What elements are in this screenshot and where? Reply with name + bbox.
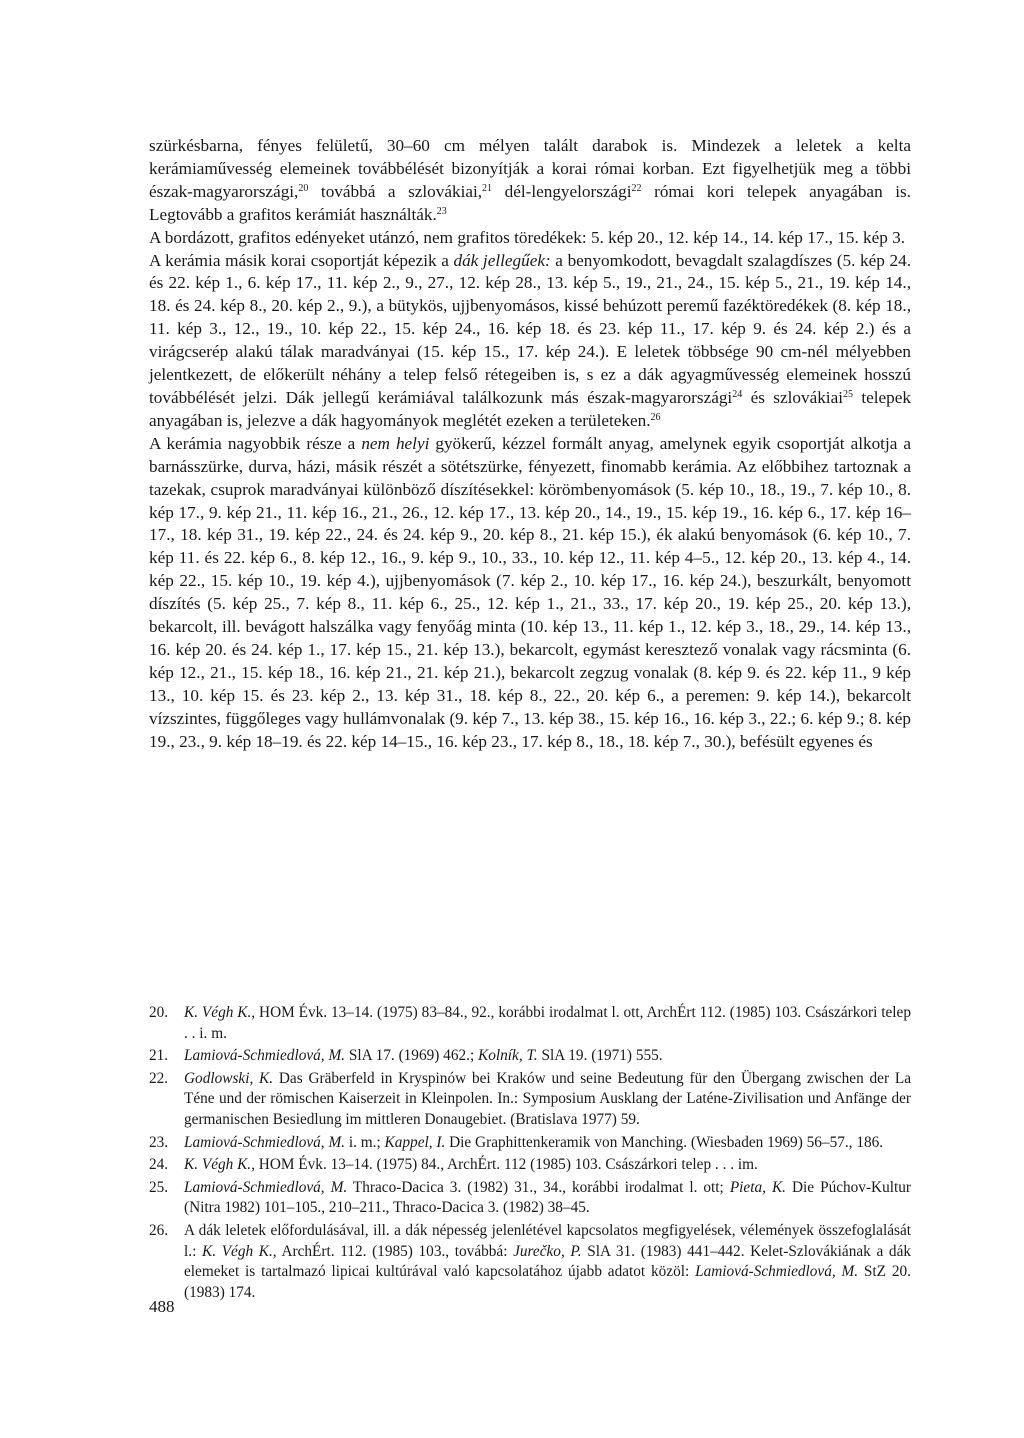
footnote-20 — [149, 1003, 911, 1044]
text-run: szürkésbarna, fényes felületű, 30–60 cm mélyen talált darabok is. Mindezek a leletek a kelta kerámiaművesség elemeinek továbbélését bizonyítják a korai római korban. Ezt figyelhetjük meg a többi észak-magyarországi, — [149, 136, 911, 201]
author: Lamiová-Schmiedlová, M. — [695, 1263, 859, 1281]
page-number: 488 — [149, 1297, 175, 1316]
text-run: Die Púchov-Kultur (Nitra 1982) 101–105., 210–211., Thraco-Dacica 3. (1982) 38–45. — [184, 1178, 911, 1217]
text-run: HOM Évk. 13–14. (1975) 84., ArchÉrt. 112 (1985) 103. Császárkori telep . . . im. — [254, 1156, 758, 1174]
author: Lamiová-Schmiedlová, M. — [184, 1133, 346, 1151]
text-run: továbbá a szlovákiai, — [308, 181, 483, 201]
text-run: Thraco-Dacica 3. (1982) 31., 34., korábbi irodalmat l. ott; — [347, 1178, 730, 1196]
author: K. Végh K., — [184, 1004, 256, 1021]
footnote-text — [184, 1133, 911, 1154]
text-run: és szlovákiai — [742, 387, 843, 407]
paragraph-3 — [149, 250, 911, 433]
footnote-text — [184, 1221, 911, 1303]
text-run: A dák leletek előfordulásával, ill. a dák népesség jelenlétével kapcsolatos megfigyelések, vélemények összefoglalását l.: — [184, 1221, 911, 1260]
footnote-ref-25[interactable]: 25 — [842, 388, 853, 400]
footnote-number: 21. — [149, 1047, 169, 1065]
footnote-number: 23. — [149, 1133, 169, 1151]
footnote-21 — [149, 1046, 911, 1067]
footnote-ref-21[interactable]: 21 — [482, 182, 493, 194]
text-run: Das Gräberfeld in Kryspinów bei Kraków und seine Bedeutung für den Übergang zwischen der La Téne und der römischen Kaiserzeit in Kleinpolen. In.: Symposium Ausklang der Laténe-Zivilisation und Anfänge der germanischen Besiedlung im mittleren Donaugebiet. (Bratislava 1977) 59. — [184, 1069, 911, 1128]
footnote-text — [184, 1178, 911, 1219]
document-page — [149, 135, 912, 1316]
body-text — [149, 135, 911, 753]
footnote-22 — [149, 1069, 911, 1131]
text-run: dél-lengyelországi — [492, 181, 632, 201]
text-run: a benyomkodott, bevagdalt szalagdíszes (5. kép 24. és 22. kép 1., 6. kép 17., 11. kép 2., 9., 27., 12. kép 28., 13. kép 5., 19., 21., 24., 15. kép 5., 21., 19. kép 14., 18. és 24. kép 8., 20. kép 2., 9.), a bütykös, ujjbenyomásos, kissé behúzott peremű fazéktöredékek (8. kép 18., 11. kép 3., 12., 19., 10. kép 22., 15. kép 24., 16. kép 18. és 23. kép 11., 17. kép 9. és 24. kép 2.) és a virágcserép alakú tálak maradványai (15. kép 15., 17. kép 24.). E leletek többsége 90 cm-nél mélyebben jelentkezett, de előkerült néhány a telep felső rétegeiben is, s ez a dák agyagművesség elemeinek hosszú továbbélését jelzi. Dák jellegű kerámiával találkozunk más észak-magyarországi — [149, 250, 911, 407]
footnote-ref-24[interactable]: 24 — [732, 388, 743, 400]
text-run: StZ 20. (1983) 174. — [184, 1263, 911, 1301]
paragraph-4 — [149, 433, 911, 754]
author: Lamiová-Schmiedlová, M. — [184, 1047, 346, 1065]
text-run: telepek anyagában is, jelezve a dák hagyományok meglétét ezeken a területeken. — [149, 387, 911, 430]
footnote-ref-26[interactable]: 26 — [650, 411, 661, 423]
footnote-ref-22[interactable]: 22 — [631, 182, 642, 194]
footnote-text — [184, 1069, 911, 1131]
footnote-25 — [149, 1178, 911, 1219]
text-run: A kerámia másik korai csoportját képezik a — [149, 250, 454, 270]
text-run: gyökerű, kézzel formált anyag, amelynek egyik csoportját alkotja a barnásszürke, durva, házi, másik részét a sötétszürke, fényezett, finomabb kerámia. Az előbbihez tartoznak a tazekak, csuprok maradványai különböző díszítésekkel: körömbenyomások (5. kép 10., 18., 19., 7. kép 10., 8. kép 17., 9. kép 21., 11. kép 16., 21., 26., 12. kép 17., 13. kép 20., 14., 19., 15. kép 19., 16. kép 6., 17. kép 16–17., 18. kép 31., 19. kép 22., 24. és 24. kép 9., 20. kép 8., 21. kép 15.), ék alakú benyomások (6. kép 10., 7. kép 11. és 22. kép 6., 8. kép 12., 16., 9. kép 9., 10., 33., 10. kép 12., 11. kép 4–5., 12. kép 20., 13. kép 4., 14. kép 22., 15. kép 10., 19. kép 4.), ujjbenyomások (7. kép 2., 10. kép 17., 16. kép 24.), beszurkált, benyomott díszítés (5. kép 25., 7. kép 8., 11. kép 6., 25., 12. kép 1., 21., 33., 17. kép 20., 19. kép 25., 20. kép 13.), bekarcolt, ill. bevágott halszálka vagy fenyőág minta (10. kép 13., 11. kép 1., 12. kép 3., 18., 29., 14. kép 13., 16. kép 20. és 24. kép 1., 17. kép 15., 21. kép 13.), bekarcolt, egymást keresztező vonalak vagy rácsminta (6. kép 12., 21., 15. kép 18., 16. kép 21., 21. kép 21.), bekarcolt zegzug vonalak (8. kép 9. és 22. kép 11., 9 kép 13., 10. kép 15. és 23. kép 2., 13. kép 31., 18. kép 8., 22., 20. kép 6., a peremen: 9. kép 14.), bekarcolt vízszintes, függőleges vagy hullámvonalak (9. kép 7., 13. kép 38., 15. kép 16., 16. kép 3., 22.; 6. kép 9.; 8. kép 19., 23., 9. kép 18–19. és 22. kép 14–15., 16. kép 23., 17. kép 8., 18., 18. kép 7., 30.), befésült egyenes és — [149, 433, 911, 751]
author: Lamiová-Schmiedlová, M. — [184, 1178, 348, 1196]
text-run: római kori telepek anyagában is. Legtovább a grafitos kerámiát használták. — [149, 181, 911, 224]
text-run: Die Graphittenkeramik von Manching. (Wiesbaden 1969) 56–57., 186. — [445, 1133, 884, 1151]
footnote-ref-23[interactable]: 23 — [436, 205, 447, 217]
footnotes — [149, 1003, 911, 1305]
author: K. Végh K., — [202, 1242, 277, 1260]
paragraph-1 — [149, 135, 911, 227]
footnote-ref-20[interactable]: 20 — [298, 182, 309, 194]
author: Pieta, K. — [729, 1178, 786, 1196]
text-run: SlA 19. (1971) 555. — [537, 1047, 663, 1065]
author: Kolník, T. — [478, 1047, 538, 1065]
author: Jurečko, P. — [513, 1242, 582, 1260]
emphasis: dák jellegűek: — [453, 250, 551, 270]
footnote-text — [184, 1155, 911, 1176]
footnote-number: 26. — [149, 1221, 169, 1239]
author: K. Végh K., — [184, 1156, 255, 1174]
paragraph-2: A bordázott, grafitos edényeket utánzó, nem grafitos töredékek: 5. kép 20., 12. kép 14., 14. kép 17., 15. kép 3. — [149, 227, 906, 247]
footnote-23 — [149, 1133, 911, 1154]
emphasis: nem helyi — [361, 433, 430, 453]
text-run: SlA 17. (1969) 462.; — [345, 1047, 479, 1065]
footnote-number: 25. — [149, 1178, 169, 1196]
author: Kappel, I. — [384, 1133, 446, 1151]
text-run: i. m.; — [345, 1133, 385, 1151]
footnote-number: 20. — [149, 1004, 169, 1021]
footnote-number: 24. — [149, 1156, 169, 1174]
footnote-24 — [149, 1155, 911, 1176]
footnote-text — [184, 1046, 911, 1067]
text-run: A kerámia nagyobbik része a — [149, 433, 362, 453]
footnote-26 — [149, 1221, 911, 1303]
footnote-number: 22. — [149, 1069, 169, 1087]
text-run: HOM Évk. 13–14. (1975) 83–84., 92., korábbi irodalmat l. ott, ArchÉrt 112. (1985) 103. Császárkori telep . . i. m. — [184, 1004, 911, 1042]
text-run: SlA 31. (1983) 441–442. Kelet-Szlovákiának a dák elemeket is tartalmazó lipicai kultúrával való kapcsolatához újabb adatot közöl: — [184, 1242, 912, 1281]
text-run: ArchÉrt. 112. (1985) 103., továbbá: — [276, 1242, 514, 1260]
footnote-text — [184, 1003, 911, 1044]
author: Godlowski, K. — [184, 1069, 274, 1087]
